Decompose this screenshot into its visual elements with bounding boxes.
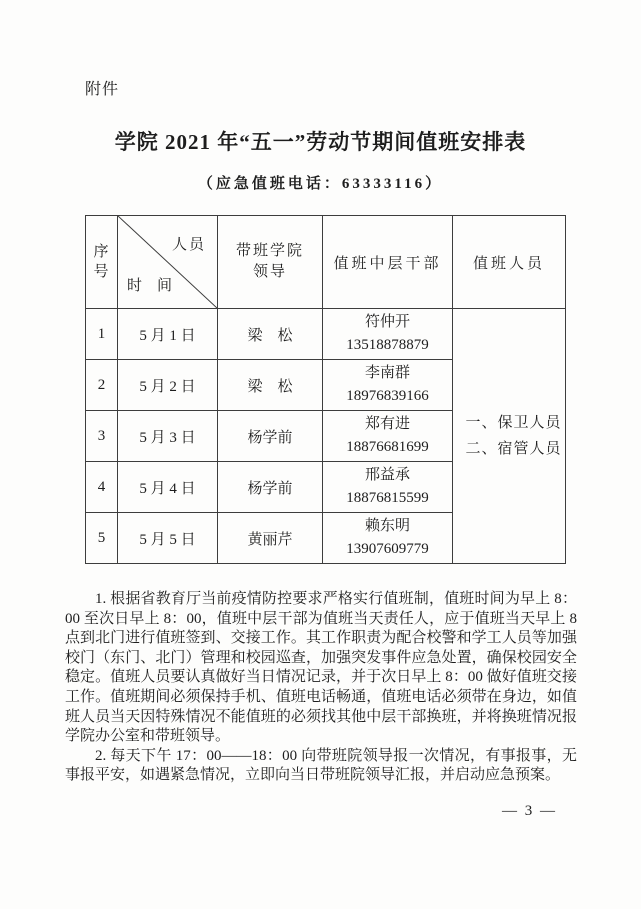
duty-personnel-line-1: 一、保卫人员 [465, 415, 562, 431]
note-paragraph-2: 2. 每天下午 17：00——18：00 向带班院领导报一次情况，有事报事，无事报平安，如遇紧急情况，立即向当日带班院领导汇报，并启动应急预案。 [65, 747, 577, 784]
diagonal-label-time: 时 间 [127, 278, 173, 294]
leader-cell: 黄丽芹 [218, 513, 323, 564]
cadre-name: 赖东明 [364, 518, 410, 534]
header-diagonal-cell [118, 216, 218, 309]
header-serial-number: 序号 [86, 216, 118, 309]
date-cell: 5 月 3 日 [118, 411, 218, 462]
cadre-cell [323, 462, 453, 513]
duty-personnel-line-2: 二、宿管人员 [465, 441, 562, 457]
header-row [86, 216, 566, 309]
cadre-name: 邢益承 [364, 467, 410, 483]
leader-cell: 杨学前 [218, 411, 323, 462]
serial-cell: 2 [86, 360, 118, 411]
cadre-cell [323, 309, 453, 360]
date-cell: 5 月 4 日 [118, 462, 218, 513]
date-cell: 5 月 1 日 [118, 309, 218, 360]
duty-schedule-table [85, 215, 566, 564]
cadre-phone: 13907609779 [346, 541, 429, 557]
cadre-name: 符仲开 [364, 314, 410, 330]
emergency-phone-subtitle: （应急值班电话：63333116） [197, 176, 444, 192]
leader-cell: 梁 松 [218, 309, 323, 360]
header-college-leader-line1: 带班学院 [235, 243, 304, 259]
cadre-name: 郑有进 [364, 416, 410, 432]
note-paragraph-1: 1. 根据省教育厅当前疫情防控要求严格实行值班制，值班时间为早上 8：00 至次日早上 8：00，值班中层干部为值班当天责任人，应于值班当天早上 8 点到北门进行值班签到、交接工作。其工作职责为配合校警和学工人员等加强校门（东门、北门）管理和校园巡查，加强突发事件应急处置，确保校园安全稳定。值班人员要认真做好当日情况记录，并于次日早上 8：00 做好值班交接工作。值班期间必须保持手机、值班电话畅通，值班电话必须带在身边，如值班人员当天因特殊情况不能值班的必须找其他中层干部换班，并将换班情况报学院办公室和带班领导。 [65, 591, 577, 745]
attachment-label: 附件 [85, 81, 120, 98]
serial-cell: 1 [86, 309, 118, 360]
serial-cell: 5 [86, 513, 118, 564]
date-cell: 5 月 2 日 [118, 360, 218, 411]
cadre-cell [323, 513, 453, 564]
header-college-leader [218, 216, 323, 309]
notes-section [65, 590, 577, 786]
cadre-name: 李南群 [364, 365, 410, 381]
cadre-cell [323, 411, 453, 462]
page-number: — 3 — [502, 803, 557, 819]
cadre-phone: 18976839166 [346, 388, 429, 404]
diagonal-label-personnel: 人员 [171, 237, 206, 253]
cadre-phone: 18876815599 [346, 490, 429, 506]
table-row-1 [86, 309, 566, 360]
header-middle-cadre: 值班中层干部 [323, 216, 453, 309]
serial-cell: 4 [86, 462, 118, 513]
header-college-leader-line2: 领导 [252, 264, 287, 280]
table-header [86, 216, 566, 309]
cadre-phone: 13518878879 [346, 337, 429, 353]
leader-cell: 杨学前 [218, 462, 323, 513]
date-cell: 5 月 5 日 [118, 513, 218, 564]
serial-cell: 3 [86, 411, 118, 462]
leader-cell: 梁 松 [218, 360, 323, 411]
cadre-cell [323, 360, 453, 411]
duty-personnel-merged-cell [453, 309, 566, 564]
header-duty-personnel: 值班人员 [453, 216, 566, 309]
document-title: 学院 2021 年“五一”劳动节期间值班安排表 [114, 130, 527, 154]
table-body [86, 309, 566, 564]
cadre-phone: 18876681699 [346, 439, 429, 455]
